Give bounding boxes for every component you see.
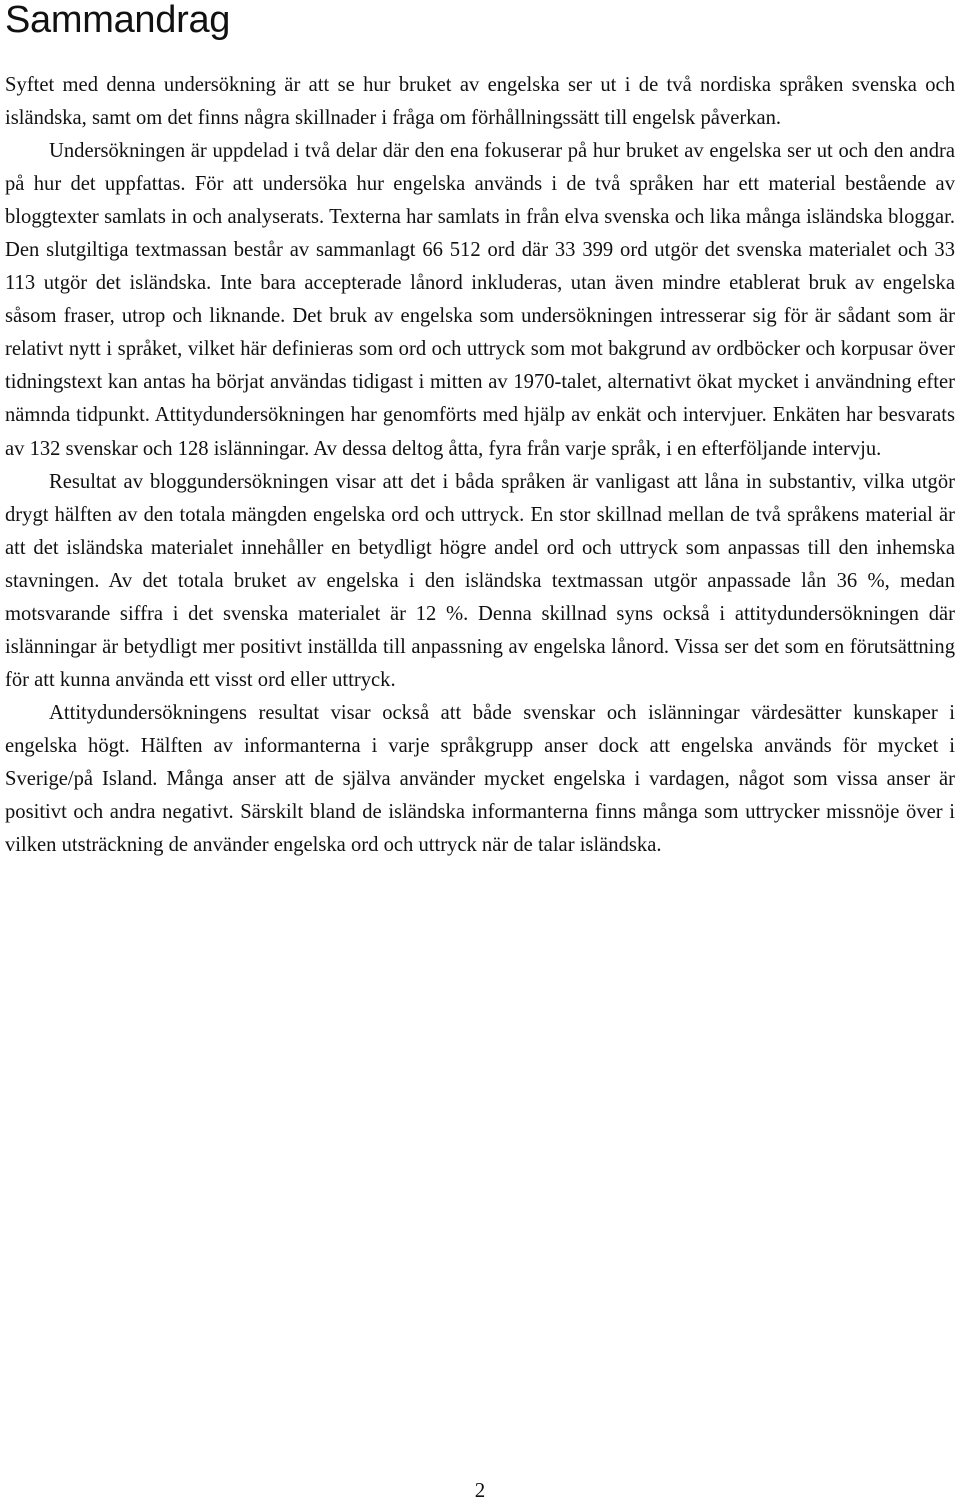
page-title: Sammandrag (5, 0, 231, 41)
paragraph-purpose: Syftet med denna undersökning är att se hur bruket av engelska ser ut i de två nordiska språken svenska och isländska, samt om det finns några skillnader i fråga om förhållningssätt till engelsk påverkan. (5, 74, 955, 130)
paragraph-attitude-results: Attitydundersökningens resultat visar också att både svenskar och islänningar värdesätter kunskaper i engelska högt. Hälften av informanterna i varje språkgrupp anser dock att engelska används för mycket i Sverige/på Island. Många anser att de själva använder mycket engelska i vardagen, något som vissa anser är positivt och andra negativt. Särskilt bland de isländska informanterna finns många som uttrycker missnöje över i vilken utsträckning de använder engelska ord och uttryck när de talar isländska. (5, 701, 955, 857)
paragraph-blog-results: Resultat av bloggundersökningen visar att det i båda språken är vanligast att låna in substantiv, vilka utgör drygt hälften av den totala mängden engelska ord och uttryck. En stor skillnad mellan de två språkens material är att det isländska materialet innehåller en betydligt högre andel ord och uttryck som anpassas till den inhemska stavningen. Av det totala bruket av engelska i den isländska textmassan utgör anpassade lån 36 %, medan motsvarande siffra i det svenska materialet är 12 %. Denna skillnad syns också i attitydundersökningen där islänningar är betydligt mer positivt inställda till anpassning av engelska lånord. Vissa ser det som en förutsättning för att kunna använda ett visst ord eller uttryck. (5, 470, 955, 691)
page-number: 2 (474, 1478, 486, 1502)
document-body (5, 69, 955, 862)
paragraph-method: Undersökningen är uppdelad i två delar där den ena fokuserar på hur bruket av engelska ser ut och den andra på hur det uppfattas. För att undersöka hur engelska används i de två språken har ett material bestående av bloggtexter samlats in och analyserats. Texterna har samlats in från elva svenska och lika många isländska bloggar. Den slutgiltiga textmassan består av sammanlagt 66 512 ord där 33 399 ord utgör det svenska materialet och 33 113 utgör det isländska. Inte bara accepterade lånord inkluderas, utan även mindre etablerat bruk av engelska såsom fraser, utrop och liknande. Det bruk av engelska som undersökningen intresserar sig för är sådant som är relativt nytt i språket, vilket här definieras som ord och uttryck som mot bakgrund av ordböcker och korpusar över tidningstext kan antas ha börjat användas tidigast i mitten av 1970-talet, alternativt ökat mycket i användning efter nämnda tidpunkt. Attitydundersökningen har genomförts med hjälp av enkät och intervjuer. Enkäten har besvarats av 132 svenskar och 128 islänningar. Av dessa deltog åtta, fyra från varje språk, i en efterföljande intervju. (5, 140, 955, 460)
